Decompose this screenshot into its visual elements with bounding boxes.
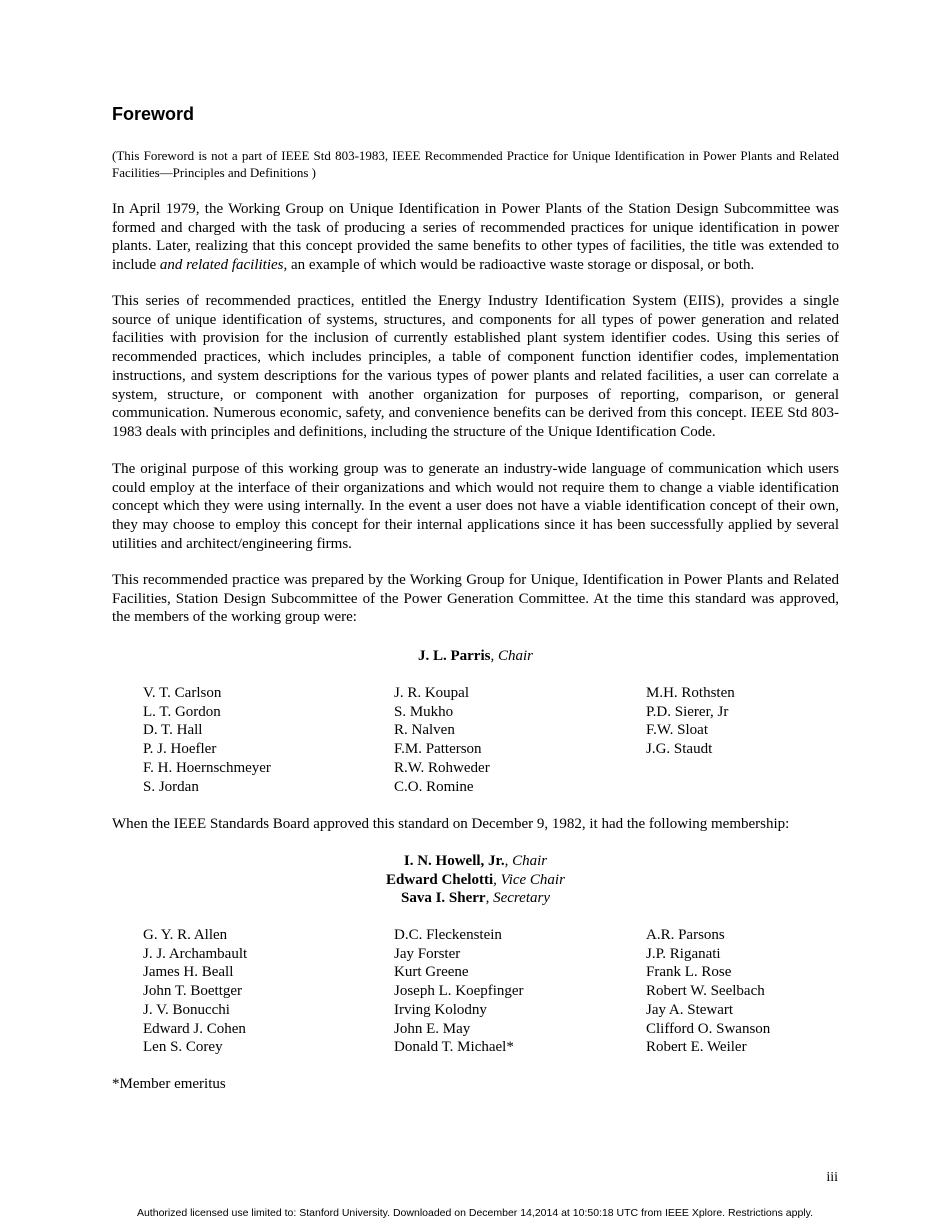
- paragraph-1: [112, 200, 839, 275]
- member-name: J. R. Koupal: [394, 685, 469, 701]
- board-intro: When the IEEE Standards Board approved this standard on December 9, 1982, it had the following membership:: [112, 816, 790, 832]
- board-chair: [112, 852, 839, 871]
- member-name: G. Y. R. Allen: [143, 927, 228, 943]
- board-members-col-2: [394, 926, 524, 1057]
- member-name: S. Mukho: [394, 703, 454, 720]
- paragraph-1-italic: and related facilities: [159, 257, 284, 274]
- member-name: Kurt Greene: [394, 964, 469, 981]
- member-name: John T. Boettger: [143, 983, 243, 1000]
- board-officers: [112, 852, 839, 908]
- member-name: Jay A. Stewart: [646, 1001, 734, 1018]
- member-name: Jay Forster: [394, 945, 461, 962]
- member-name: Joseph L. Koepfinger: [394, 983, 524, 1000]
- board-vice-chair: [112, 871, 839, 890]
- wg-members-col-3: [646, 684, 735, 759]
- board-secretary: [112, 889, 839, 908]
- board-members-col-1: [143, 926, 247, 1057]
- board-sec-role: , Secretary: [485, 890, 550, 907]
- member-name: Len S. Corey: [143, 1039, 223, 1056]
- paragraph-3: The original purpose of this working group was to generate an industry-wide language of communication which users could employ at the interface of their organizations and which would not require them to change a viable identification concept which they were using internally. In the event a user does not have a viable identification concept of their own, they may choose to employ this concept for their internal applications since it has been successfully applied by several utilities and architect/engineering firms.: [112, 461, 839, 552]
- member-name: Frank L. Rose: [646, 964, 732, 981]
- member-name: J. V. Bonucchi: [143, 1001, 230, 1018]
- member-name: F. H. Hoernschmeyer: [143, 759, 271, 776]
- board-chair-role: , Chair: [504, 853, 548, 869]
- paragraph-1-text: In April 1979, the Working Group on Unique Identification in Power Plants of the Station Design Subcommittee was formed and charged with the task of producing a series of recommended practices for unique identification in power plants. Later, realizing that this concept provided the same benefits to other types of facilities, the title was extended to include: [112, 201, 839, 274]
- member-name: C.O. Romine: [394, 778, 474, 795]
- member-name: S. Jordan: [143, 778, 199, 795]
- member-name: P. J. Hoefler: [143, 741, 217, 758]
- member-name: John E. May: [394, 1020, 471, 1037]
- paragraph-4: This recommended practice was prepared by the Working Group for Unique, Identification in Power Plants and Related Facilities, Station Design Subcommittee of the Power Generation Committee. At the time this standard was approved, the members of the working group were:: [112, 572, 839, 626]
- paragraph-2: This series of recommended practices, entitled the Energy Industry Identification System (EIIS), provides a single source of unique identification of systems, structures, and components for all types of power generation and related facilities with provision for the inclusion of currently established plant system identifier codes. Using this series of recommended practices, which includes principles, a table of component function identifier codes, implementation instructions, and system descriptions for the various types of power plants and related facilities, a user can correlate a system, structure, or component with another organization for purposes of reporting, comparison, or general communication. Numerous economic, safety, and convenience benefits can be derived from this concept. IEEE Std 803-1983 deals with principles and definitions, including the structure of the Unique Identification Code.: [112, 293, 839, 440]
- member-name: J. J. Archambault: [143, 945, 248, 962]
- page-number: iii: [826, 1170, 838, 1185]
- member-name: J.G. Staudt: [646, 741, 713, 758]
- emeritus-note: *Member emeritus: [112, 1076, 226, 1092]
- member-name: Clifford O. Swanson: [646, 1020, 771, 1037]
- wg-members-col-1: [143, 684, 271, 796]
- member-name: R. Nalven: [394, 722, 455, 739]
- wg-members-col-2: [394, 684, 490, 796]
- board-vice-role: , Vice Chair: [493, 871, 565, 888]
- license-footer: Authorized licensed use limited to: Stanford University. Downloaded on December 14,2014 at 10:50:18 UTC from IEEE Xplore. Restrictions apply.: [136, 1207, 814, 1219]
- member-name: F.W. Sloat: [646, 722, 709, 739]
- member-name: Robert E. Weiler: [646, 1039, 747, 1056]
- wg-chair-name: J. L. Parris: [417, 648, 491, 664]
- member-name: A.R. Parsons: [646, 927, 725, 943]
- member-name: Robert W. Seelbach: [646, 983, 765, 1000]
- member-name: James H. Beall: [143, 964, 234, 981]
- member-name: L. T. Gordon: [143, 703, 221, 720]
- member-name: R.W. Rohweder: [394, 759, 490, 776]
- member-name: D.C. Fleckenstein: [394, 927, 502, 943]
- member-name: F.M. Patterson: [394, 741, 482, 758]
- working-group-chair: [112, 647, 839, 666]
- board-chair-name: I. N. Howell, Jr.: [403, 853, 505, 869]
- board-vice-name: Edward Chelotti: [386, 871, 494, 888]
- board-sec-name: Sava I. Sherr: [400, 890, 486, 907]
- foreword-note: (This Foreword is not a part of IEEE Std 803-1983, IEEE Recommended Practice for Unique Identification in Power Plants and Related Facilities—Principles and Definitions ): [112, 148, 839, 180]
- member-name: Donald T. Michael*: [394, 1039, 514, 1056]
- member-name: M.H. Rothsten: [646, 685, 735, 701]
- page-title: Foreword: [112, 104, 195, 124]
- member-name: D. T. Hall: [143, 722, 203, 739]
- wg-chair-role: , Chair: [490, 648, 533, 664]
- member-name: Irving Kolodny: [394, 1001, 487, 1018]
- paragraph-1-text-end: , an example of which would be radioactive waste storage or disposal, or both.: [283, 257, 755, 274]
- member-name: J.P. Riganati: [646, 945, 721, 962]
- member-name: V. T. Carlson: [143, 685, 222, 701]
- board-members-col-3: [646, 926, 770, 1057]
- member-name: Edward J. Cohen: [143, 1020, 246, 1037]
- member-name: P.D. Sierer, Jr: [646, 703, 729, 720]
